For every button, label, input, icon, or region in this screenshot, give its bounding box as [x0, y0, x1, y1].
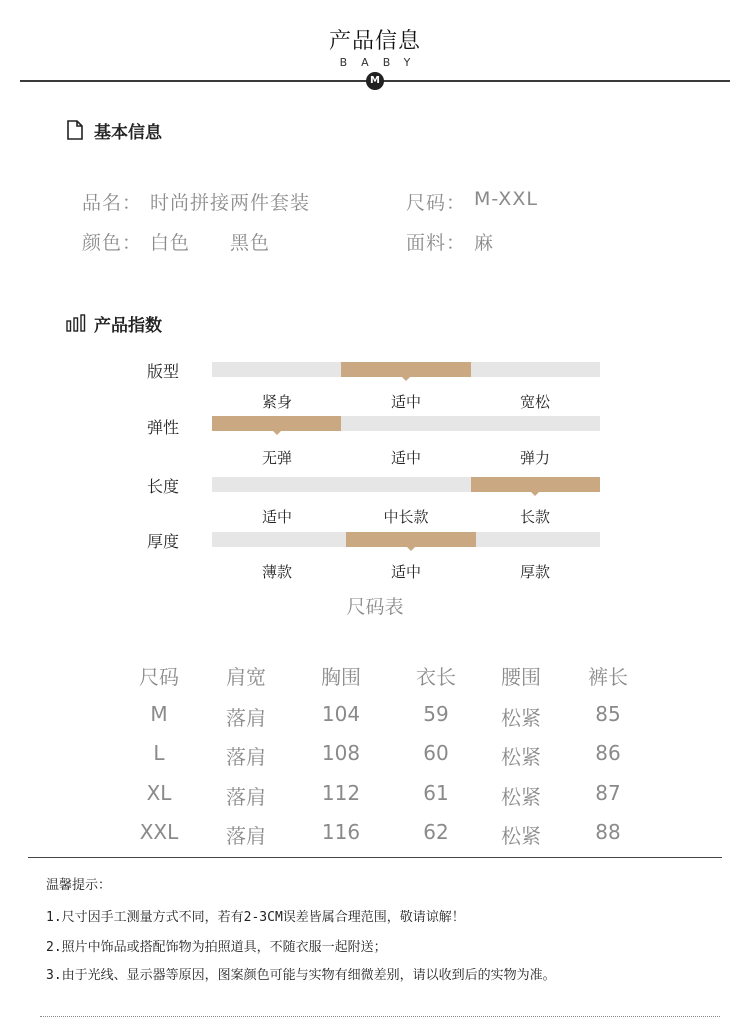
size-range-value: M-XXL	[474, 188, 538, 210]
table-cell: 60	[423, 741, 449, 765]
product-name-value: 时尚拼接两件套装	[150, 192, 311, 214]
index-track-fit	[212, 362, 600, 377]
index-label-length: 长度	[147, 477, 180, 496]
index-tick: 适中	[390, 563, 421, 581]
table-header: 衣长	[416, 665, 456, 689]
index-tick: 弹力	[519, 449, 550, 467]
index-pointer-elasticity	[273, 431, 281, 435]
size-range-label: 尺码：	[406, 192, 467, 214]
index-tick: 薄款	[261, 563, 292, 581]
page-title: 产品信息	[328, 29, 421, 54]
index-track-length	[212, 477, 600, 492]
color-label: 颜色：	[82, 232, 143, 254]
table-cell: 59	[423, 702, 449, 726]
table-header: 腰围	[501, 665, 541, 689]
index-fill-elasticity	[212, 416, 341, 431]
index-tick: 长款	[519, 508, 550, 526]
header-badge: M	[366, 72, 384, 90]
note-item: 2.照片中饰品或搭配饰物为拍照道具，不随衣服一起附送；	[46, 940, 387, 955]
color-value-black: 黑色	[230, 232, 271, 254]
table-header: 尺码	[139, 665, 179, 689]
fabric-label: 面料：	[406, 232, 467, 254]
page-subtitle: BABY	[339, 56, 425, 69]
table-cell: 88	[595, 820, 621, 844]
index-track-elasticity	[212, 416, 600, 431]
index-pointer-fit	[402, 377, 410, 381]
index-tick: 宽松	[519, 393, 550, 411]
table-cell: 85	[595, 702, 621, 726]
table-cell: 松紧	[501, 745, 541, 769]
index-tick: 适中	[390, 393, 421, 411]
index-label-fit: 版型	[147, 362, 180, 381]
table-cell: 落肩	[226, 785, 266, 809]
index-label-thickness: 厚度	[147, 532, 180, 551]
table-cell: 104	[321, 702, 361, 726]
index-fill-thickness	[346, 532, 476, 547]
index-tick: 适中	[390, 449, 421, 467]
table-cell: 86	[595, 741, 621, 765]
index-tick: 厚款	[519, 563, 550, 581]
fabric-value: 麻	[474, 232, 495, 254]
index-fill-fit	[341, 362, 471, 377]
notes-divider	[28, 857, 722, 858]
index-label-elasticity: 弹性	[147, 418, 180, 437]
product-index-title: 产品指数	[94, 316, 162, 336]
table-cell: 112	[321, 781, 361, 805]
table-cell: L	[153, 741, 165, 765]
table-cell: 落肩	[226, 706, 266, 730]
table-cell: M	[150, 702, 168, 726]
product-name-label: 品名：	[82, 192, 143, 214]
index-tick: 无弹	[261, 449, 292, 467]
table-cell: XXL	[139, 820, 179, 844]
table-cell: 松紧	[501, 785, 541, 809]
table-header: 胸围	[321, 665, 361, 689]
table-cell: XL	[146, 781, 172, 805]
index-pointer-length	[531, 492, 539, 496]
index-track-thickness	[212, 532, 600, 547]
bottom-dotted-divider	[40, 1016, 720, 1017]
index-fill-length	[471, 477, 600, 492]
note-item: 3.由于光线、显示器等原因，图案颜色可能与实物有细微差别，请以收到后的实物为准。	[46, 968, 556, 983]
table-cell: 61	[423, 781, 449, 805]
bar-chart-icon	[66, 314, 86, 332]
index-tick: 紧身	[261, 393, 292, 411]
index-tick: 中长款	[383, 508, 429, 526]
table-cell: 落肩	[226, 824, 266, 848]
table-cell: 62	[423, 820, 449, 844]
basic-info-title: 基本信息	[94, 123, 162, 143]
index-pointer-thickness	[407, 547, 415, 551]
notes-title: 温馨提示：	[46, 878, 112, 893]
color-value-white: 白色	[150, 232, 191, 254]
table-cell: 116	[321, 820, 361, 844]
table-cell: 松紧	[501, 824, 541, 848]
table-header: 肩宽	[226, 665, 266, 689]
table-cell: 松紧	[501, 706, 541, 730]
table-cell: 108	[321, 741, 361, 765]
size-table-title: 尺码表	[346, 596, 404, 618]
index-tick: 适中	[261, 508, 292, 526]
document-icon	[66, 120, 84, 140]
table-cell: 落肩	[226, 745, 266, 769]
table-cell: 87	[595, 781, 621, 805]
note-item: 1.尺寸因手工测量方式不同，若有2-3CM误差皆属合理范围，敬请谅解！	[46, 910, 465, 925]
table-header: 裤长	[588, 665, 628, 689]
